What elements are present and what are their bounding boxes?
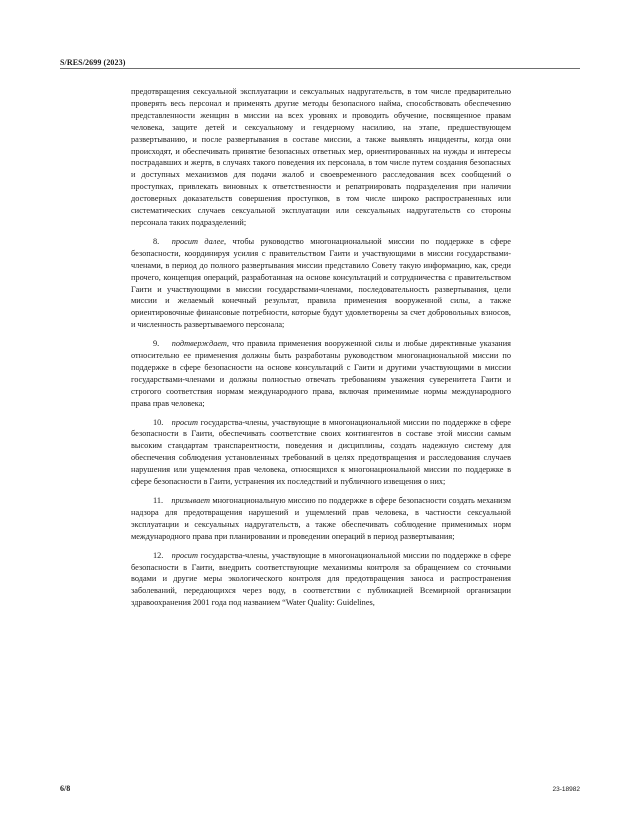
paragraph-number: 8.	[153, 236, 160, 246]
paragraph-text: государства-члены, участвующие в многонациональной миссии по поддержке в сфере безопасности в Гаити, обеспечивать соответствие своих контингентов в составе этой миссии самым высоким стандартам транспарентности, поведения и дисциплины, создать надежную систему для обеспечения соблюдения установленных требований в целях предотвращения и расследования случаев нарушения или ущемления прав человека, относящихся к многонациональной миссии по поддержке в сфере безопасности в Гаити, устранения их последствий и публичного извещения о них;	[131, 417, 511, 487]
operative-keyword: подтверждает	[171, 339, 227, 349]
paragraph-text: многонациональную миссию по поддержке в сфере безопасности создать механизм надзора для предотвращения нарушений и ущемлений прав человека, в частности сексуальной эксплуатации и сексуальных надругательств, а также обеспечивать соблюдение применимых норм международного права при планировании и проведении операций в период развертывания;	[131, 496, 511, 541]
operative-keyword: просит далее	[171, 236, 224, 246]
operative-keyword: призывает	[171, 496, 210, 505]
paragraph-8	[131, 236, 511, 331]
continuation-paragraph: предотвращения сексуальной эксплуатации и сексуальных надругательств, в том числе предварительно проверять весь персонал и применять другие методы безопасного найма, способствовать обеспечению представленности женщин в миссии на всех уровнях и проводить обучение, посвященное правам человека, защите детей и сексуальному и гендерному насилию, на этапе, предшествующем развертыванию, и после развертывания в составе миссии, а также выявлять инциденты, когда они происходят, и обеспечивать принятие безопасных ответных мер, ориентированных на нужды и интересы пострадавших и жертв, в случаях такого поведения их персонала, в том числе путем создания безопасных и доступных механизмов для подачи жалоб и своевременного расследования всех сообщений о проступках, привлекать виновных к ответственности и репатриировать подразделения при наличии достоверных доказательств совершения проступков, в том числе широко распространенных или систематических случаев сексуальной эксплуатации или сексуальных надругательств со стороны персонала таких подразделений;	[131, 87, 511, 227]
document-symbol: S/RES/2699 (2023)	[60, 58, 126, 67]
document-body	[131, 86, 511, 616]
paragraph-10	[131, 417, 511, 488]
paragraph-text: , что правила применения вооруженной силы и любые директивные указания относительно ее применения должны быть разработаны руководством многонациональной миссии по поддержке в сфере безопасности на основе консультаций с Гаити и другими участвующими в миссии государствами-членами и должны полностью отвечать требованиям уважения суверенитета Гаити и строгого соответствия нормам международного права, включая применимые нормы международного права прав человека;	[131, 339, 511, 408]
paragraph-9	[131, 338, 511, 409]
paragraph-number: 10.	[153, 417, 164, 427]
paragraph-text: государства-члены, участвующие в многонациональной миссии по поддержке в сфере безопасности в Гаити, внедрить соответствующие механизмы контроля за обращением со сточными водами и другие меры экологического контроля для предотвращения заноса и распространения заболеваний, передающихся через воду, в соответствии с публикацией Всемирной организации здравоохранения 2001 года под названием “Water Quality: Guidelines,	[131, 550, 511, 608]
operative-keyword: просит	[171, 550, 198, 560]
document-code: 23-18982	[552, 786, 580, 793]
paragraph-number: 9.	[153, 339, 160, 349]
paragraph-text: , чтобы руководство многонациональной миссии по поддержке в сфере безопасности, координируя усилия с правительством Гаити и участвующими в миссии государствами-членами, в период до полного развертывания миссии представило Совету такую информацию, как, среди прочего, концепция операций, разработанная на основе консультаций и сотрудничества с правительством Гаити и участвующими в миссии государствами-членами, последовательность развертывания, цели миссии и желаемый конечный результат, правила применения вооруженной силы, а также ориентировочные финансовые потребности, которые будут удовлетворены за счет добровольных взносов, и численность развертываемого персонала;	[131, 236, 511, 330]
paragraph-number: 12.	[153, 550, 164, 560]
header-rule	[60, 68, 580, 69]
page-number: 6/8	[60, 784, 71, 793]
paragraph-number: 11.	[153, 496, 164, 505]
paragraph-12	[131, 550, 511, 610]
operative-keyword: просит	[171, 417, 198, 427]
paragraph-11	[131, 495, 511, 543]
